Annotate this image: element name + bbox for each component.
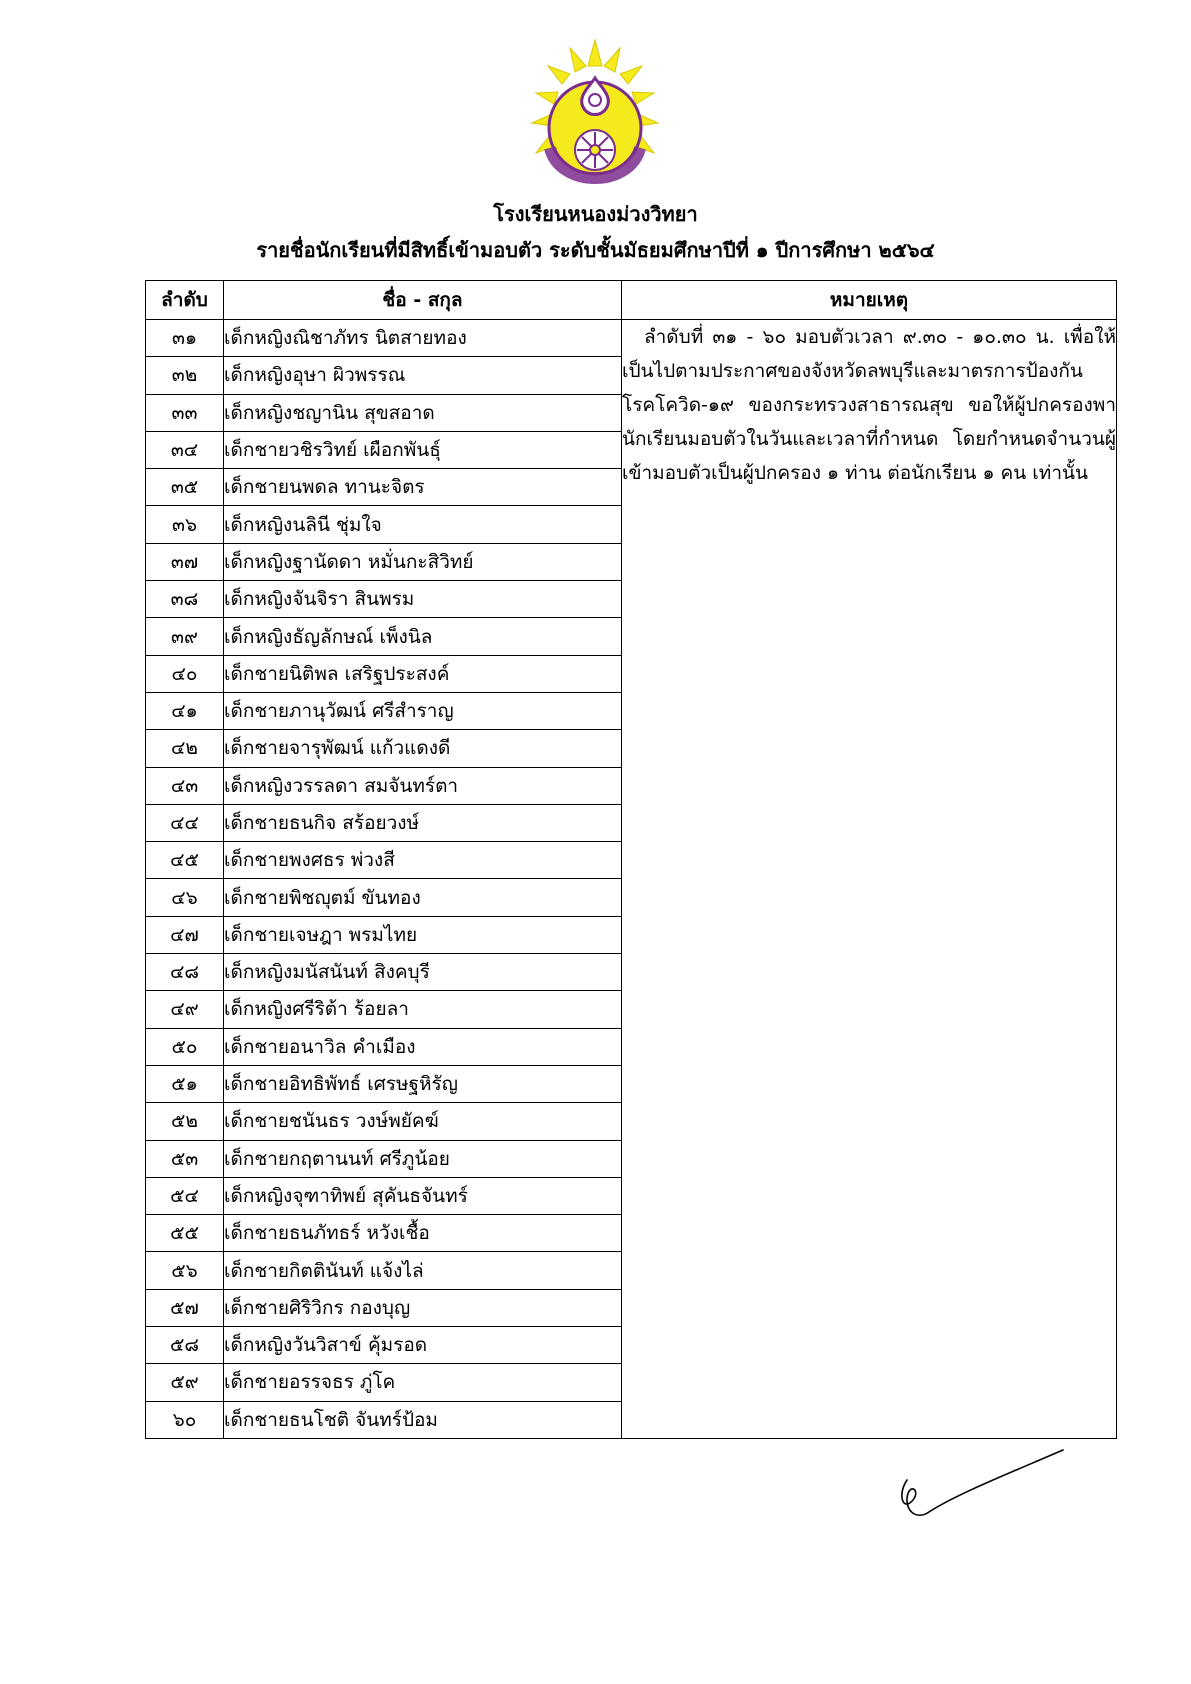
- student-name: เด็กชายธนภัทธร์ หวังเชื้อ: [224, 1215, 622, 1252]
- student-name: เด็กหญิงฐานัดดา หมั่นกะสิวิทย์: [224, 543, 622, 580]
- student-name: เด็กชายศิริวิกร กองบุญ: [224, 1289, 622, 1326]
- row-number: ๓๑: [146, 320, 224, 357]
- row-number: ๔๔: [146, 804, 224, 841]
- row-number: ๕๒: [146, 1103, 224, 1140]
- row-number: ๕๓: [146, 1140, 224, 1177]
- student-name: เด็กชายธนโชติ จันทร์ป้อม: [224, 1401, 622, 1438]
- column-header-no: ลำดับ: [146, 281, 224, 320]
- student-name: เด็กหญิงธัญลักษณ์ เพ็งนิล: [224, 618, 622, 655]
- row-number: ๔๕: [146, 842, 224, 879]
- student-name: เด็กชายกิตตินันท์ แจ้งไล่: [224, 1252, 622, 1289]
- row-number: ๓๓: [146, 394, 224, 431]
- student-name: เด็กหญิงศรีริต้า ร้อยลา: [224, 991, 622, 1028]
- student-name: เด็กชายอิทธิพัทธ์ เศรษฐหิรัญ: [224, 1065, 622, 1102]
- row-number: ๔๑: [146, 692, 224, 729]
- student-name: เด็กหญิงจันจิรา สินพรม: [224, 581, 622, 618]
- student-name: เด็กชายธนกิจ สร้อยวงษ์: [224, 804, 622, 841]
- signature: [895, 1440, 1075, 1540]
- student-name: เด็กหญิงวรรลดา สมจันทร์ตา: [224, 767, 622, 804]
- row-number: ๓๔: [146, 431, 224, 468]
- table-row: [146, 320, 1117, 357]
- row-number: ๕๐: [146, 1028, 224, 1065]
- row-number: ๔๗: [146, 916, 224, 953]
- student-name: เด็กหญิงชญานิน สุขสอาด: [224, 394, 622, 431]
- row-number: ๓๘: [146, 581, 224, 618]
- column-header-name: ชื่อ - สกุล: [224, 281, 622, 320]
- row-number: ๔๙: [146, 991, 224, 1028]
- row-number: ๕๑: [146, 1065, 224, 1102]
- row-number: ๕๖: [146, 1252, 224, 1289]
- school-logo: [530, 38, 660, 198]
- student-name: เด็กชายอนาวิล คำเมือง: [224, 1028, 622, 1065]
- row-number: ๔๖: [146, 879, 224, 916]
- student-name: เด็กชายอรรจธร ภู่โค: [224, 1364, 622, 1401]
- student-name: เด็กหญิงวันวิสาข์ คุ้มรอด: [224, 1327, 622, 1364]
- student-name: เด็กหญิงอุษา ผิวพรรณ: [224, 357, 622, 394]
- student-name: เด็กชายพงศธร พ่วงสี: [224, 842, 622, 879]
- row-number: ๓๗: [146, 543, 224, 580]
- student-name: เด็กชายนิติพล เสริฐประสงค์: [224, 655, 622, 692]
- row-number: ๕๙: [146, 1364, 224, 1401]
- student-table: [145, 280, 1117, 1439]
- student-name: เด็กหญิงนลินี ชุ่มใจ: [224, 506, 622, 543]
- student-name: เด็กชายนพดล ทานะจิตร: [224, 469, 622, 506]
- school-name: โรงเรียนหนองม่วงวิทยา: [493, 202, 698, 226]
- document-subtitle: รายชื่อนักเรียนที่มีสิทธิ์เข้ามอบตัว ระดับชั้นมัธยมศึกษาปีที่ ๑ ปีการศึกษา ๒๕๖๔: [256, 238, 935, 262]
- student-name: เด็กชายพิชญุตม์ ขันทอง: [224, 879, 622, 916]
- remark-cell: [622, 320, 1117, 1439]
- row-number: ๕๕: [146, 1215, 224, 1252]
- student-name: เด็กชายวชิรวิทย์ เผือกพันธุ์: [224, 431, 622, 468]
- table-header-row: [146, 281, 1117, 320]
- row-number: ๓๒: [146, 357, 224, 394]
- student-name: เด็กหญิงณิชาภัทร นิตสายทอง: [224, 320, 622, 357]
- student-name: เด็กชายจารุพัฒน์ แก้วแดงดี: [224, 730, 622, 767]
- remark-text: ลำดับที่ ๓๑ - ๖๐ มอบตัวเวลา ๙.๓๐ - ๑๐.๓๐ น. เพื่อให้เป็นไปตามประกาศของจังหวัดลพบุรีและมาตรการป้องกันโรคโควิด-๑๙ ของกระทรวงสาธารณสุข ขอให้ผู้ปกครองพานักเรียนมอบตัวในวันและเวลาที่กำหนด โดยกำหนดจำนวนผู้เข้ามอบตัวเป็นผู้ปกครอง ๑ ท่าน ต่อนักเรียน ๑ คน เท่านั้น: [622, 326, 1116, 484]
- row-number: ๔๐: [146, 655, 224, 692]
- row-number: ๕๗: [146, 1289, 224, 1326]
- column-header-note: หมายเหตุ: [622, 281, 1117, 320]
- student-name: เด็กชายกฤตานนท์ ศรีภูน้อย: [224, 1140, 622, 1177]
- student-name: เด็กหญิงจุฑาทิพย์ สุคันธจันทร์: [224, 1177, 622, 1214]
- student-name: เด็กชายเจษฎา พรมไทย: [224, 916, 622, 953]
- row-number: ๕๔: [146, 1177, 224, 1214]
- student-name: เด็กหญิงมนัสนันท์ สิงคบุรี: [224, 954, 622, 991]
- row-number: ๓๖: [146, 506, 224, 543]
- table-body: [146, 320, 1117, 1439]
- row-number: ๔๘: [146, 954, 224, 991]
- student-name: เด็กชายชนันธร วงษ์พยัคฆ์: [224, 1103, 622, 1140]
- row-number: ๖๐: [146, 1401, 224, 1438]
- row-number: ๔๒: [146, 730, 224, 767]
- row-number: ๔๓: [146, 767, 224, 804]
- row-number: ๓๕: [146, 469, 224, 506]
- student-name: เด็กชายภานุวัฒน์ ศรีสำราญ: [224, 692, 622, 729]
- row-number: ๓๙: [146, 618, 224, 655]
- row-number: ๕๘: [146, 1327, 224, 1364]
